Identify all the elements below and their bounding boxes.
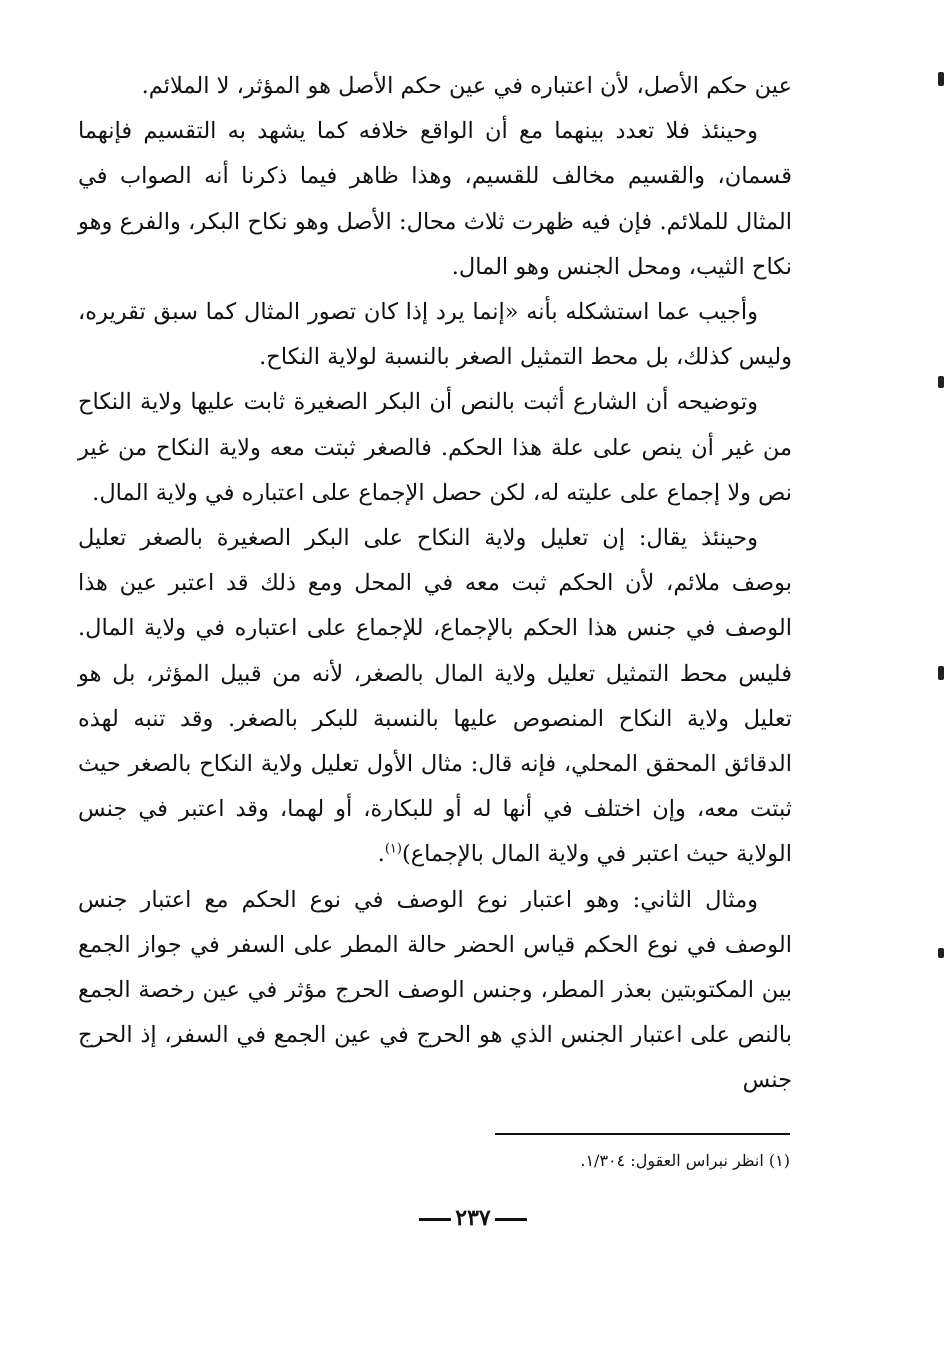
- page-number-dash-right: [419, 1218, 451, 1221]
- footnote-reference-period: .: [377, 841, 385, 868]
- scan-edge-mark: [938, 72, 944, 86]
- scan-edge-mark: [938, 666, 944, 680]
- page-number: [0, 1205, 946, 1231]
- paragraph-2: [78, 109, 792, 290]
- main-text: [78, 64, 792, 1104]
- paragraph-6-text: ومثال الثاني: وهو اعتبار نوع الوصف في نوع الحكم مع اعتبار جنس الوصف في نوع الحكم قياس الحضر حالة المطر على السفر في جواز الجمع بين المكتوبتين بعذر المطر، وجنس الوصف الحرج مؤثر في عين رخصة الجمع بالنص على اعتبار الجنس الذي هو الحرج في عين الجمع في السفر، إذ الحرج جنس: [78, 886, 792, 1094]
- paragraph-5: [78, 516, 792, 878]
- page-number-text: ٢٣٧: [455, 1205, 491, 1231]
- scan-edge-mark: [938, 376, 944, 388]
- paragraph-4-text: وتوضيحه أن الشارع أثبت بالنص أن البكر الصغيرة ثابت عليها ولاية النكاح من غير أن ينص على علة هذا الحكم. فالصغر ثبتت معه ولاية النكاح من غير نص ولا إجماع على عليته له، لكن حصل الإجماع على اعتباره في ولاية المال.: [78, 389, 792, 506]
- paragraph-3-text: وأجيب عما استشكله بأنه «إنما يرد إذا كان تصور المثال كما سبق تقريره، وليس كذلك، بل محط التمثيل الصغر بالنسبة لولاية النكاح.: [78, 299, 792, 371]
- paragraph-2-text: وحينئذ فلا تعدد بينهما مع أن الواقع خلافه كما يشهد به التقسيم فإنهما قسمان، والقسيم مخالف للقسيم، وهذا ظاهر فيما ذكرنا أنه الصواب في المثال للملائم. فإن فيه ظهرت ثلاث محال: الأصل وهو نكاح البكر، والفرع وهو نكاح الثيب، ومحل الجنس وهو المال.: [78, 118, 792, 280]
- paragraph-6: [78, 878, 792, 1104]
- footnote-divider: [495, 1133, 790, 1135]
- paragraph-3: [78, 290, 792, 380]
- footnote-reference: (١): [384, 841, 402, 857]
- paragraph-4: [78, 380, 792, 516]
- page-number-dash-left: [495, 1218, 527, 1221]
- scan-edge-mark: [938, 948, 944, 958]
- footnote: (١) انظر نبراس العقول: ١/٣٠٤.: [580, 1151, 790, 1170]
- paragraph-1: عين حكم الأصل، لأن اعتباره في عين حكم الأصل هو المؤثر، لا الملائم.: [141, 73, 792, 99]
- paragraph-5-text: وحينئذ يقال: إن تعليل ولاية النكاح على البكر الصغيرة بالصغر تعليل بوصف ملائم، لأن الحكم ثبت معه في المحل ومع ذلك قد اعتبر عين هذا الوصف في جنس هذا الحكم بالإجماع، للإجماع على اعتباره في ولاية المال. فليس محط التمثيل تعليل ولاية المال بالصغر، لأنه من قبيل المؤثر، بل هو تعليل ولاية النكاح المنصوص عليها بالنسبة للبكر بالصغر. وقد تنبه لهذه الدقائق المحقق المحلي، فإنه قال: مثال الأول تعليل ولاية النكاح بالصغر حيث ثبتت معه، وإن اختلف في أنها له أو للبكارة، أو لهما، وقد اعتبر في جنس الولاية حيث اعتبر في ولاية المال بالإجماع): [78, 525, 792, 868]
